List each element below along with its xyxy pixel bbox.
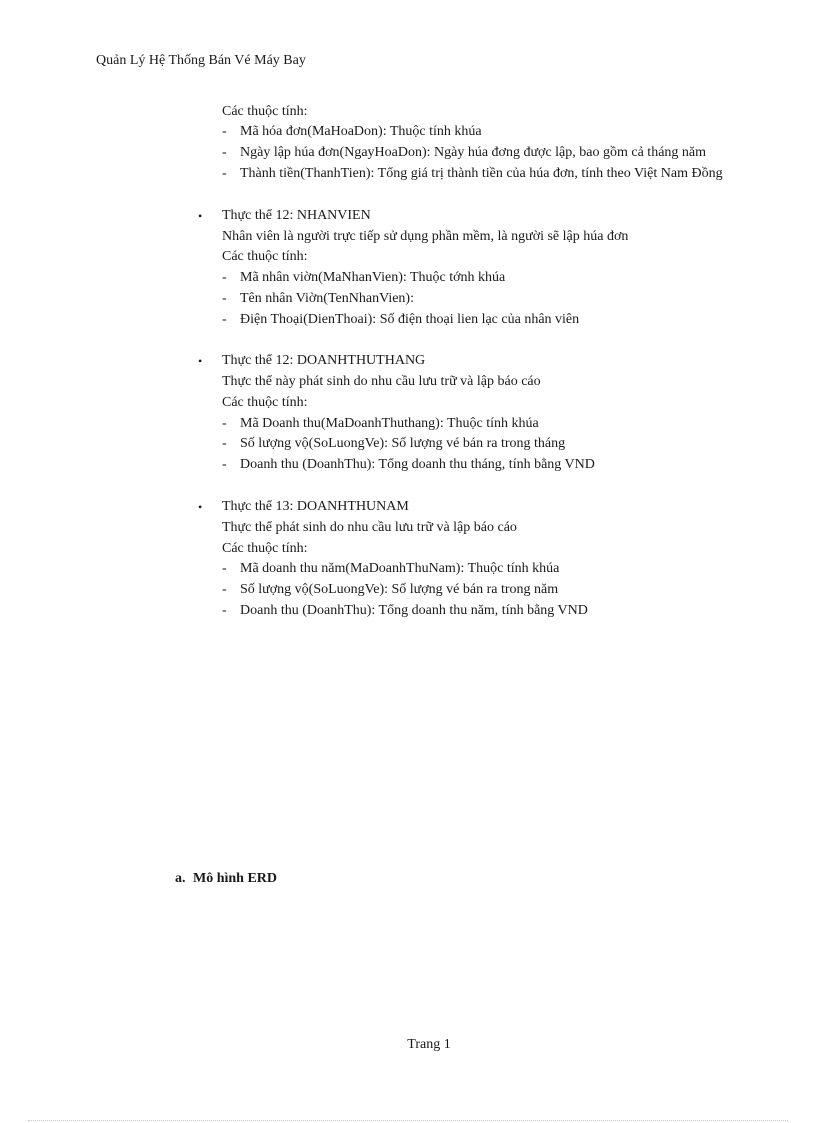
- entity-attributes-label: Các thuộc tính:: [222, 395, 308, 410]
- page-header-title: Quản Lý Hệ Thống Bán Vé Máy Bay: [96, 53, 306, 68]
- attribute-text: Điện Thoại(DienThoai): Số điện thoại lien lạc của nhân viên: [240, 312, 580, 327]
- list-item: [222, 581, 558, 599]
- dash-marker: -: [222, 145, 227, 160]
- section-heading-erd: [175, 870, 277, 888]
- dash-marker: -: [222, 582, 227, 597]
- bullet-icon: •: [198, 354, 203, 368]
- list-item: [222, 290, 414, 308]
- entity-title: Thực thể 12: DOANHTHUTHANG: [222, 353, 426, 368]
- dash-marker: -: [222, 561, 227, 576]
- dash-marker: -: [222, 436, 227, 451]
- dash-marker: -: [222, 416, 227, 431]
- list-item: [222, 435, 565, 453]
- entity-description: Thực thể này phát sinh do nhu cầu lưu trữ và lập báo cáo: [222, 374, 541, 389]
- list-item: [222, 560, 559, 578]
- attribute-text: Doanh thu (DoanhThu): Tổng doanh thu tháng, tính bằng VND: [240, 457, 595, 472]
- attribute-text: Số lượng vộ(SoLuongVe): Số lượng vé bán ra trong tháng: [240, 436, 566, 451]
- entity-description: Thực thể phát sinh do nhu cầu lưu trữ và lập báo cáo: [222, 520, 517, 535]
- dash-marker: -: [222, 312, 227, 327]
- dash-marker: -: [222, 457, 227, 472]
- page-number: Trang 1: [407, 1037, 451, 1052]
- list-item: [222, 602, 588, 620]
- list-item: [222, 165, 723, 183]
- entity-attributes-label: Các thuộc tính:: [222, 249, 308, 264]
- section-title: Mô hình ERD: [193, 871, 278, 886]
- entity-title: Thực thể 12: NHANVIEN: [222, 208, 371, 223]
- hoadon-attributes-label: Các thuộc tính:: [222, 104, 308, 119]
- bullet-icon: •: [198, 209, 203, 223]
- dash-marker: -: [222, 291, 227, 306]
- dash-marker: -: [222, 124, 227, 139]
- list-item: [222, 456, 595, 474]
- section-marker: a.: [175, 871, 186, 886]
- entity-attributes-label: Các thuộc tính:: [222, 541, 308, 556]
- attribute-text: Tên nhân Viờn(TenNhanVien):: [240, 291, 414, 306]
- attribute-text: Mã doanh thu năm(MaDoanhThuNam): Thuộc tính khúa: [240, 561, 560, 576]
- list-item: [222, 311, 579, 329]
- entity-title: Thực thể 13: DOANHTHUNAM: [222, 499, 409, 514]
- list-item: [222, 269, 505, 287]
- dash-marker: -: [222, 270, 227, 285]
- dash-marker: -: [222, 603, 227, 618]
- list-item: [222, 415, 539, 433]
- page-bottom-divider: [28, 1120, 788, 1121]
- attribute-text: Ngày lập húa đơn(NgayHoaDon): Ngày húa đơng được lập, bao gồm cả tháng năm: [240, 145, 707, 160]
- bullet-icon: •: [198, 500, 203, 514]
- attribute-text: Mã nhân viờn(MaNhanVien): Thuộc tớnh khúa: [240, 270, 506, 285]
- attribute-text: Mã hóa đơn(MaHoaDon): Thuộc tính khúa: [240, 124, 482, 139]
- list-item: [222, 123, 482, 141]
- attribute-text: Mã Doanh thu(MaDoanhThuthang): Thuộc tính khúa: [240, 416, 539, 431]
- dash-marker: -: [222, 166, 227, 181]
- attribute-text: Doanh thu (DoanhThu): Tổng doanh thu năm, tính bằng VND: [240, 603, 588, 618]
- list-item: [222, 144, 706, 162]
- attribute-text: Thành tiền(ThanhTien): Tổng giá trị thành tiền của húa đơn, tính theo Việt Nam Đồng: [240, 166, 723, 181]
- attribute-text: Số lượng vộ(SoLuongVe): Số lượng vé bán ra trong năm: [240, 582, 559, 597]
- entity-description: Nhân viên là người trực tiếp sử dụng phần mềm, là người sẽ lập húa đơn: [222, 229, 629, 244]
